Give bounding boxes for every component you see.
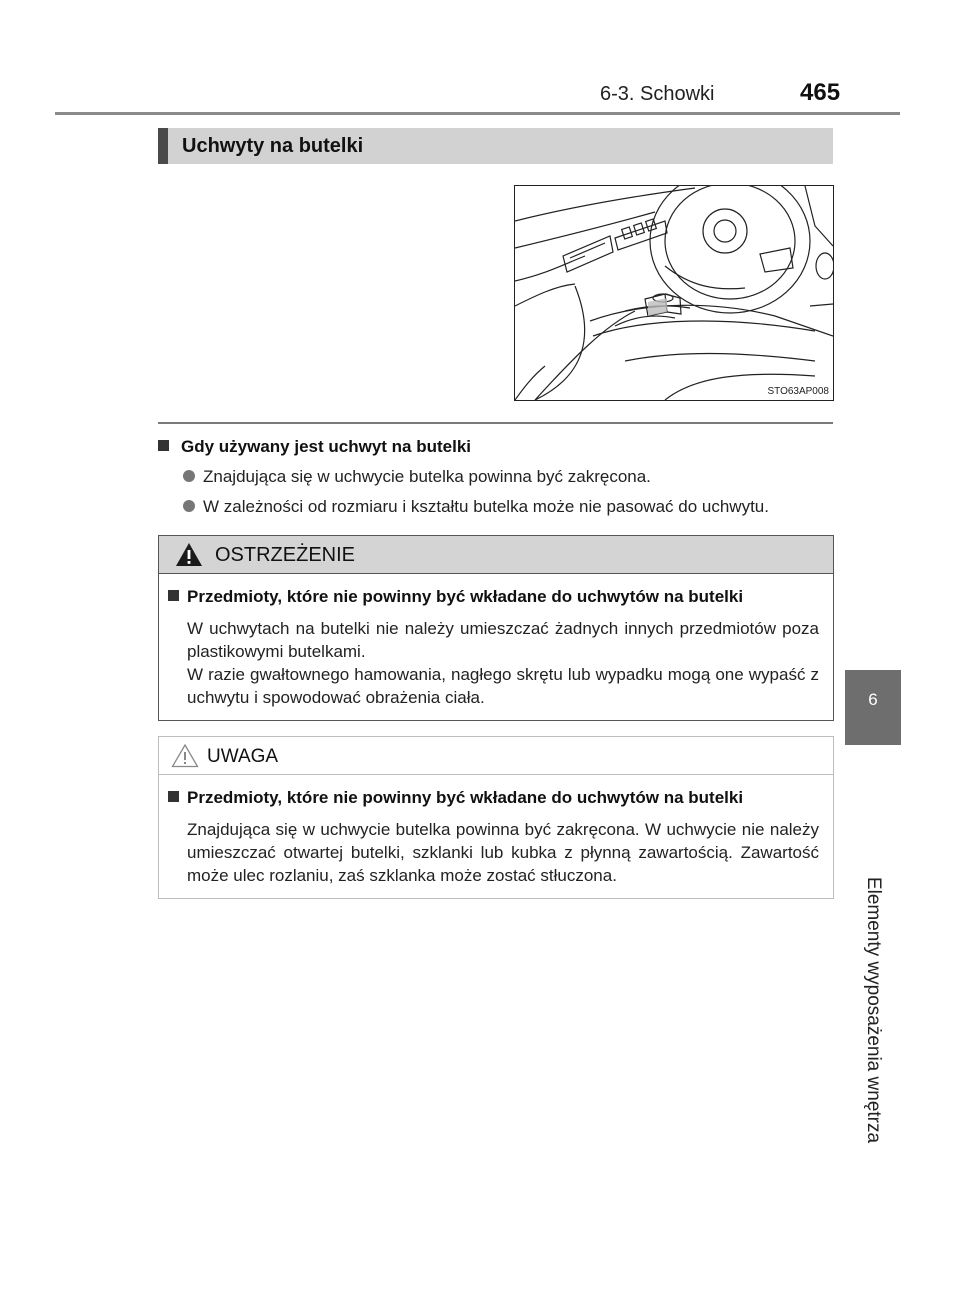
section-title-bar	[158, 128, 833, 164]
warning-paragraph: W uchwytach na butelki nie należy umieszczać żadnych innych przedmiotów poza plastikowymi butelkami.	[187, 619, 819, 661]
warning-title: OSTRZEŻENIE	[215, 544, 356, 566]
note-bullet: Znajdująca się w uchwycie butelka powinna być zakręcona.	[183, 467, 651, 487]
round-bullet-icon	[183, 500, 195, 512]
chapter-title: Elementy wyposażenia wnętrza	[863, 876, 884, 1144]
dashboard-line-drawing	[515, 186, 833, 400]
note-bullet: W zależności od rozmiaru i kształtu butelka może nie pasować do uchwytu.	[183, 497, 769, 517]
chapter-number: 6	[868, 690, 878, 709]
caution-paragraph: Znajdująca się w uchwycie butelka powinna być zakręcona. W uchwycie nie należy umieszczać otwartej butelki, szklanki lub kubka z płynną zawartością. Zawartość może ulec rozlaniu, zaś szklanka może zostać stłuczona.	[187, 820, 819, 885]
warning-body	[187, 617, 819, 709]
chapter-tab	[845, 670, 901, 745]
illustration-code: STO63AP008	[767, 386, 829, 397]
warning-box	[158, 535, 834, 721]
page-number: 465	[800, 79, 841, 106]
section-divider	[158, 422, 833, 424]
round-bullet-icon	[183, 470, 195, 482]
caution-header	[159, 737, 833, 775]
running-header-section: 6-3. Schowki	[600, 83, 715, 105]
caution-body	[187, 818, 819, 887]
header-rule	[55, 112, 900, 115]
square-bullet-icon	[168, 791, 179, 802]
square-bullet-icon	[158, 440, 169, 451]
warning-subheading: Przedmioty, które nie powinny być wkładane do uchwytów na butelki	[168, 587, 743, 607]
warning-header	[159, 536, 833, 574]
warning-paragraph: W razie gwałtownego hamowania, nagłego skrętu lub wypadku mogą one wypaść z uchwytu i spowodować obrażenia ciała.	[187, 665, 819, 707]
section-title: Uchwyty na butelki	[182, 135, 364, 157]
warning-triangle-outline-icon	[171, 743, 199, 768]
caution-box	[158, 736, 834, 899]
warning-triangle-filled-icon	[175, 542, 203, 567]
caution-title: UWAGA	[207, 746, 279, 767]
caution-subheading: Przedmioty, które nie powinny być wkładane do uchwytów na butelki	[168, 788, 743, 808]
note-heading: Gdy używany jest uchwyt na butelki	[158, 437, 471, 457]
square-bullet-icon	[168, 590, 179, 601]
cup-holder-illustration	[514, 185, 834, 401]
